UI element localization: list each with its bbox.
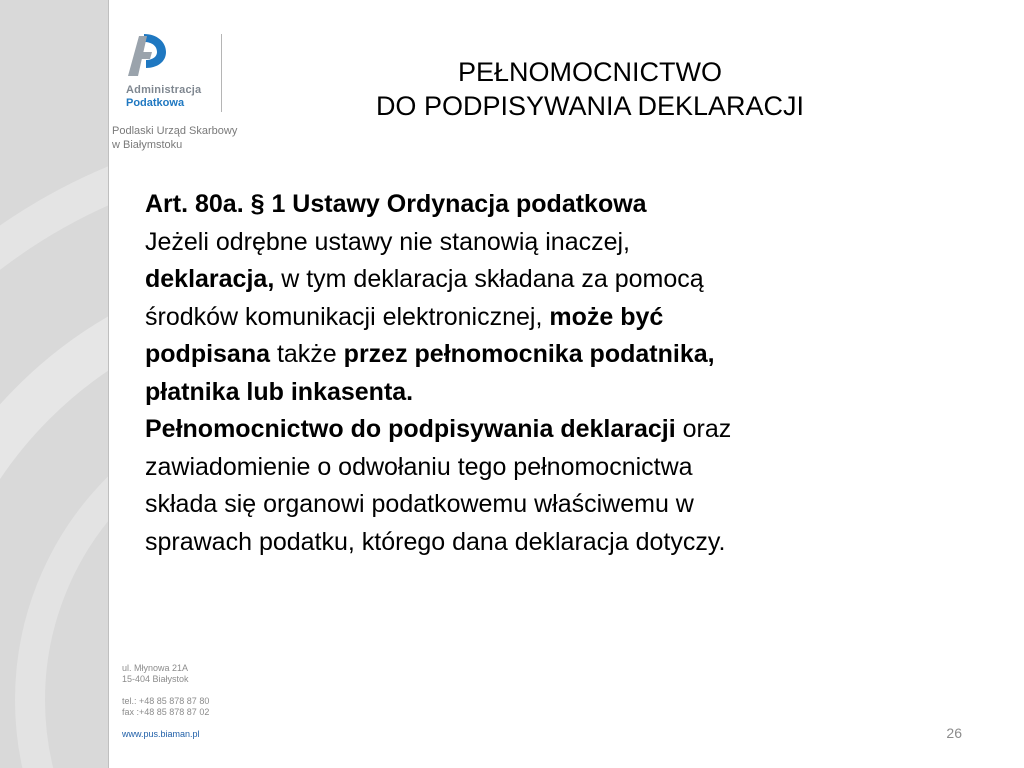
logo-text-administracja: Administracja (126, 84, 202, 96)
body-line: zawiadomienie o odwołaniu tego pełnomocnictwa (145, 452, 693, 481)
bold-text: Pełnomocnictwo do podpisywania deklaracji (145, 415, 676, 443)
regular-text: także (270, 340, 344, 368)
body-line (145, 261, 965, 299)
bold-text: może być (549, 302, 664, 331)
fax-line: fax :+48 85 878 87 02 (122, 707, 210, 717)
administracja-podatkowa-logo-icon (124, 32, 168, 82)
body-line (145, 336, 965, 374)
band-arcs-icon (0, 0, 108, 768)
body-line: sprawach podatku, którego dana deklaracja dotyczy. (145, 527, 726, 556)
address-line2: 15-404 Białystok (122, 674, 189, 684)
contact-phone (122, 696, 209, 718)
slide-title (250, 55, 930, 123)
article-heading: Art. 80a. § 1 Ustawy Ordynacja podatkowa (145, 190, 647, 218)
slide-title-line2: DO PODPISYWANIA DEKLARACJI (375, 91, 805, 121)
office-name-line2: w Białymstoku (112, 139, 183, 151)
website-link[interactable]: www.pus.biaman.pl (122, 729, 200, 739)
logo-divider (221, 34, 222, 112)
contact-address (122, 663, 189, 685)
logo (124, 32, 224, 112)
office-name-line1: Podlaski Urząd Skarbowy (112, 125, 238, 137)
body-text (145, 186, 965, 561)
body-line: płatnika lub inkasenta. (145, 377, 414, 406)
regular-text: w tym deklaracja składana za pomocą (274, 265, 704, 293)
bold-text: podpisana (145, 340, 271, 368)
body-line (145, 411, 965, 449)
page-number: 26 (946, 725, 962, 741)
bold-text: przez pełnomocnika podatnika, (343, 340, 715, 368)
regular-text: oraz (675, 415, 732, 443)
bold-text: deklaracja, (145, 265, 275, 293)
body-line: Jeżeli odrębne ustawy nie stanowią inaczej, (145, 227, 630, 256)
office-name (112, 124, 272, 152)
address-line1: ul. Młynowa 21A (122, 663, 189, 673)
tel-line: tel.: +48 85 878 87 80 (122, 696, 210, 706)
logo-text-podatkowa: Podatkowa (126, 97, 185, 109)
slide-title-line1: PEŁNOMOCNICTWO (457, 57, 722, 87)
body-line (145, 299, 965, 337)
band-edge-line (108, 0, 109, 768)
regular-text: środków komunikacji elektronicznej, (145, 302, 550, 331)
left-decorative-band (0, 0, 108, 768)
body-line: składa się organowi podatkowemu właściwemu w (145, 490, 694, 518)
